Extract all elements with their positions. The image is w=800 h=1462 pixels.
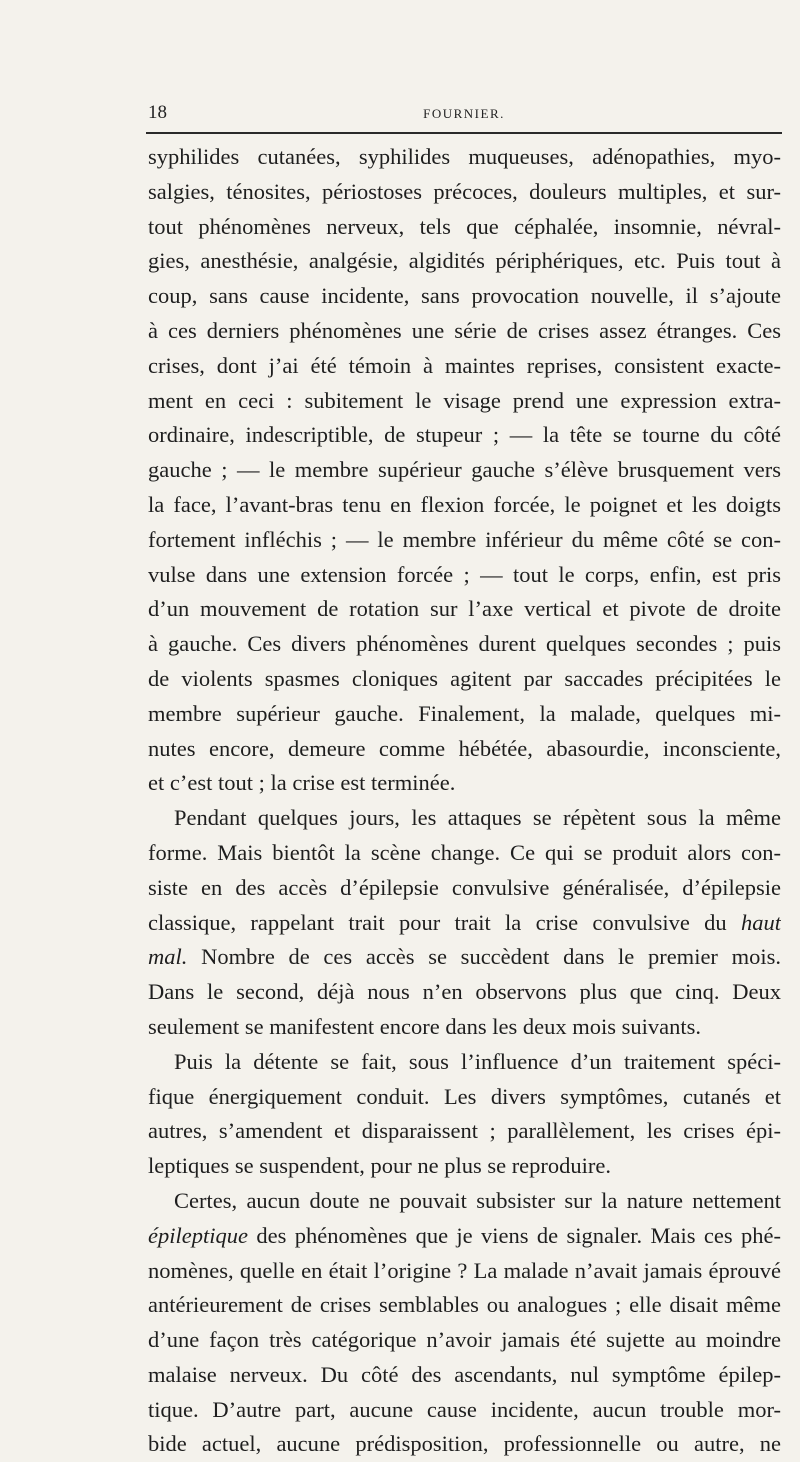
text-line: gies, anesthésie, analgésie, algidités périphériques, etc. Puis tout à <box>148 248 781 274</box>
text-line: épileptique des phénomènes que je viens de signaler. Mais ces phé- <box>148 1222 781 1248</box>
running-title: FOURNIER. <box>423 106 505 121</box>
text-line: à gauche. Ces divers phénomènes durent quelques secondes ; puis <box>148 631 781 657</box>
text-line: nutes encore, demeure comme hébétée, abasourdie, inconsciente, <box>148 735 781 761</box>
text-line: de violents spasmes cloniques agitent par saccades précipitées le <box>148 665 781 691</box>
text-line: d’une façon très catégorique n’avoir jamais été sujette au moindre <box>148 1327 781 1353</box>
text-line: nomènes, quelle en était l’origine ? La malade n’avait jamais éprouvé <box>148 1257 781 1283</box>
page-header <box>148 102 780 126</box>
text-line: seulement se manifestent encore dans les deux mois suivants. <box>148 1013 701 1039</box>
text-line: siste en des accès d’épilepsie convulsive généralisée, d’épilepsie <box>148 874 781 900</box>
text-line: ment en ceci : subitement le visage prend une expression extra- <box>148 387 781 413</box>
italic-word: haut <box>740 909 781 935</box>
text-line: malaise nerveux. Du côté des ascendants, nul symptôme épilep- <box>148 1361 781 1387</box>
text-line: antérieurement de crises semblables ou analogues ; elle disait même <box>148 1292 781 1318</box>
text-line: bide actuel, aucune prédisposition, professionnelle ou autre, ne <box>148 1431 781 1457</box>
text-line: crises, dont j’ai été témoin à maintes reprises, consistent exacte- <box>148 352 781 378</box>
text-line: tique. D’autre part, aucune cause incidente, aucun trouble mor- <box>148 1396 781 1422</box>
text-line: Puis la détente se fait, sous l’influence d’un traitement spéci- <box>174 1048 781 1074</box>
text-line: classique, rappelant trait pour trait la crise convulsive du haut <box>148 909 781 935</box>
text-line: Dans le second, déjà nous n’en observons plus que cinq. Deux <box>148 979 781 1005</box>
text-line: fique énergiquement conduit. Les divers symptômes, cutanés et <box>148 1083 781 1109</box>
text-line: syphilides cutanées, syphilides muqueuses, adénopathies, myo- <box>148 144 781 169</box>
text-line: coup, sans cause incidente, sans provocation nouvelle, il s’ajoute <box>148 283 781 309</box>
text-line: ordinaire, indescriptible, de stupeur ; — la tête se tourne du côté <box>148 422 781 448</box>
italic-word: mal. <box>148 944 188 970</box>
text-line: vulse dans une extension forcée ; — tout le corps, enfin, est pris <box>148 561 781 587</box>
header-rule <box>146 132 782 134</box>
text-line: et c’est tout ; la crise est terminée. <box>148 770 456 796</box>
text-line: tout phénomènes nerveux, tels que céphalée, insomnie, névral- <box>148 213 781 239</box>
italic-word: épileptique <box>148 1222 248 1248</box>
text-line: salgies, ténosites, périostoses précoces, douleurs multiples, et sur- <box>148 178 781 204</box>
text-line: la face, l’avant-bras tenu en flexion forcée, le poignet et les doigts <box>148 491 781 517</box>
text-line: forme. Mais bientôt la scène change. Ce qui se produit alors con- <box>148 839 781 865</box>
body-text <box>148 140 781 1462</box>
text-line: d’un mouvement de rotation sur l’axe vertical et pivote de droite <box>148 596 781 622</box>
page-number: 18 <box>148 102 167 123</box>
text-line: mal. Nombre de ces accès se succèdent dans le premier mois. <box>148 944 781 970</box>
text-line: leptiques se suspendent, pour ne plus se reproduire. <box>148 1153 612 1179</box>
text-line: fortement infléchis ; — le membre inférieur du même côté se con- <box>148 526 781 552</box>
text-line: Pendant quelques jours, les attaques se répètent sous la même <box>174 805 781 831</box>
text-line: autres, s’amendent et disparaissent ; parallèlement, les crises épi- <box>148 1118 781 1144</box>
text-line: à ces derniers phénomènes une série de crises assez étranges. Ces <box>148 317 781 343</box>
text-line: membre supérieur gauche. Finalement, la malade, quelques mi- <box>148 700 781 726</box>
text-line: Certes, aucun doute ne pouvait subsister sur la nature nettement <box>174 1187 781 1213</box>
text-line: gauche ; — le membre supérieur gauche s’élève brusquement vers <box>148 457 781 483</box>
